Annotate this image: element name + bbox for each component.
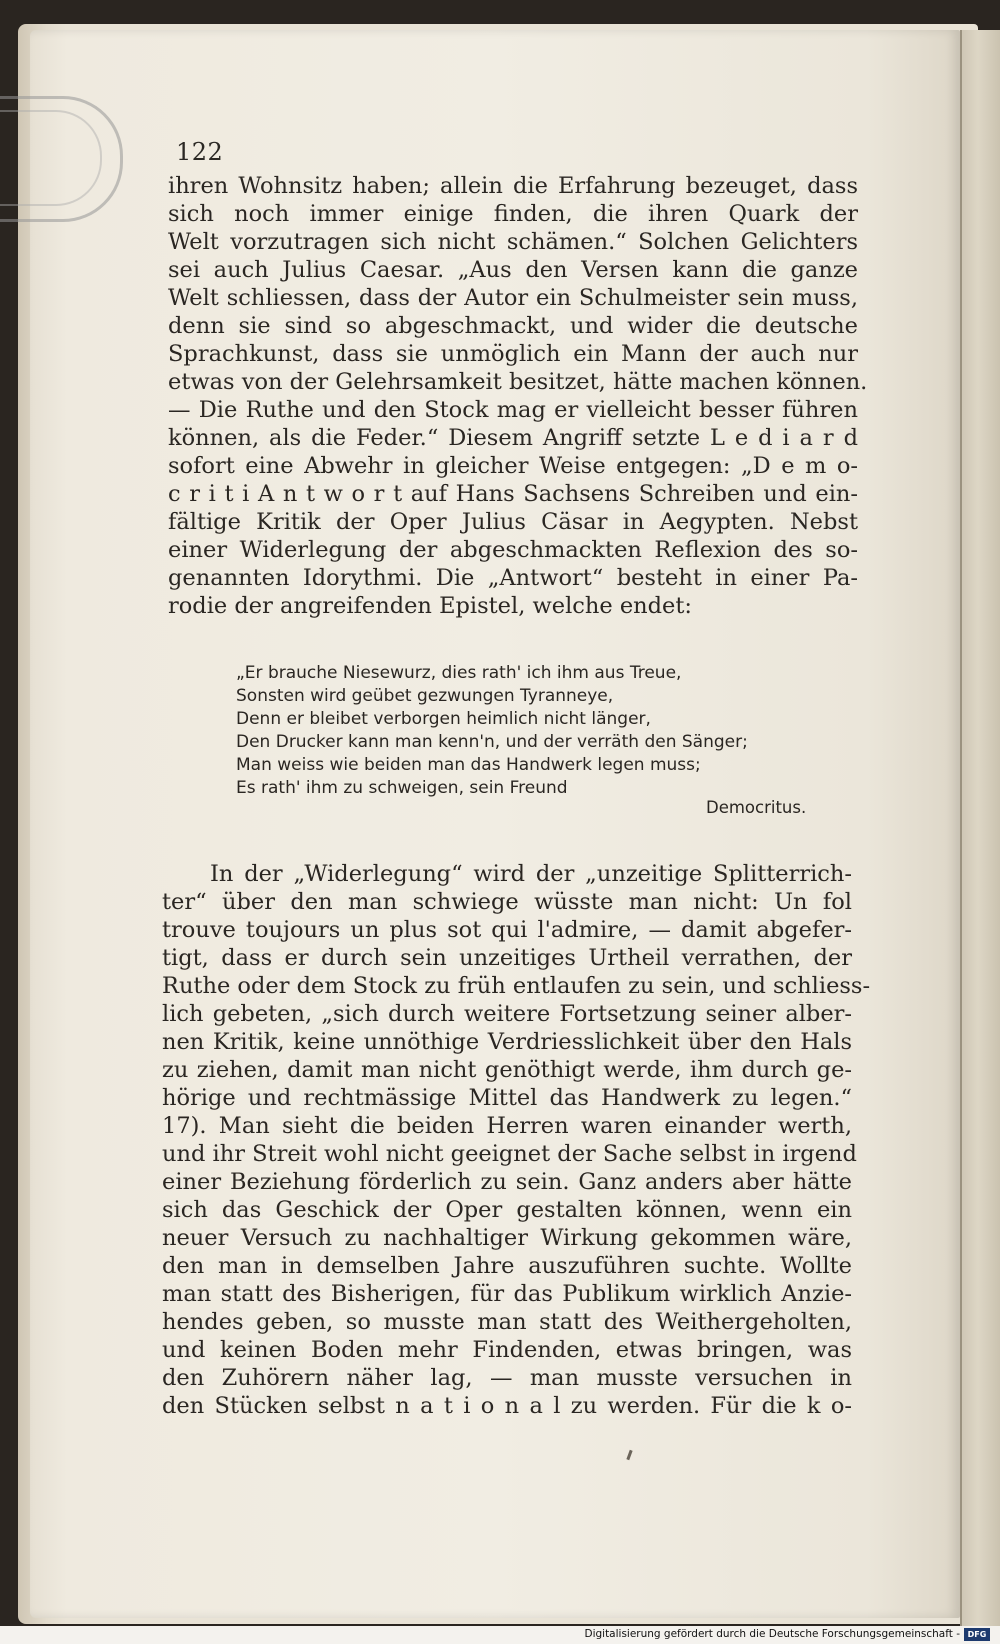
text-line: und ihr Streit wohl nicht geeignet der Sache selbst in irgend: [162, 1141, 857, 1167]
page-number: 122: [176, 138, 224, 166]
text-line: ter“ über den man schwiege wüsste man nicht: Un fol: [162, 889, 852, 915]
verse-line: Sonsten wird geübet gezwungen Tyranneye,: [236, 686, 614, 706]
text-line: hörige und rechtmässige Mittel das Handwerk zu legen.“: [162, 1085, 852, 1111]
text-line: Welt schliessen, dass der Autor ein Schulmeister sein muss,: [168, 285, 858, 311]
text-line: trouve toujours un plus sot qui l'admire, — damit abgefer-: [162, 917, 852, 943]
text-line: rodie der angreifenden Epistel, welche endet:: [168, 593, 692, 619]
text-line: hendes geben, so musste man statt des Weithergeholten,: [162, 1309, 852, 1335]
text-line: denn sie sind so abgeschmackt, und wider die deutsche: [168, 313, 858, 339]
footer-bar: [0, 1626, 1000, 1644]
text-line: nen Kritik, keine unnöthige Verdriesslichkeit über den Hals: [162, 1029, 852, 1055]
text-line: lich gebeten, „sich durch weitere Fortsetzung seiner alber-: [162, 1001, 852, 1027]
text-line: tigt, dass er durch sein unzeitiges Urtheil verrathen, der: [162, 945, 852, 971]
text-line: ihren Wohnsitz haben; allein die Erfahrung bezeuget, dass: [168, 173, 858, 199]
text-line: und keinen Boden mehr Findenden, etwas bringen, was: [162, 1337, 852, 1363]
verse-line: Denn er bleibet verborgen heimlich nicht länger,: [236, 709, 651, 729]
dfg-logo: DFG: [964, 1628, 990, 1641]
text-line: den Zuhörern näher lag, — man musste versuchen in: [162, 1365, 852, 1391]
text-line: In der „Widerlegung“ wird der „unzeitige Splitterrich-: [210, 861, 852, 887]
text-line: neuer Versuch zu nachhaltiger Wirkung gekommen wäre,: [162, 1225, 852, 1251]
text-line: Sprachkunst, dass sie unmöglich ein Mann der auch nur: [168, 341, 858, 367]
text-line: einer Beziehung förderlich zu sein. Ganz anders aber hätte: [162, 1169, 852, 1195]
text-line: genannten Idorythmi. Die „Antwort“ besteht in einer Pa-: [168, 565, 858, 591]
verse-line: „Er brauche Niesewurz, dies rath' ich ihm aus Treue,: [236, 663, 682, 683]
text-line: den Stücken selbst n a t i o n a l zu werden. Für die k o-: [162, 1393, 852, 1419]
verse-line: Man weiss wie beiden man das Handwerk legen muss;: [236, 755, 701, 775]
verse-signature: Democritus.: [706, 798, 807, 817]
facing-page-edge: [960, 30, 1000, 1626]
text-line: 17). Man sieht die beiden Herren waren einander werth,: [162, 1113, 852, 1139]
text-line: sich das Geschick der Oper gestalten können, wenn ein: [162, 1197, 852, 1223]
text-line: — Die Ruthe und den Stock mag er vielleicht besser führen: [168, 397, 858, 423]
footer-credit: Digitalisierung gefördert durch die Deutsche Forschungsgemeinschaft -: [584, 1628, 960, 1640]
clip-shadow-inner-icon: [0, 110, 102, 206]
text-line: können, als die Feder.“ Diesem Angriff setzte L e d i a r d: [168, 425, 858, 451]
text-line: man statt des Bisherigen, für das Publikum wirklich Anzie-: [162, 1281, 852, 1307]
text-line: sofort eine Abwehr in gleicher Weise entgegen: „D e m o-: [168, 453, 858, 479]
text-line: einer Widerlegung der abgeschmackten Reflexion des so-: [168, 537, 858, 563]
text-line: c r i t i A n t w o r t auf Hans Sachsens Schreiben und ein-: [168, 481, 858, 507]
text-line: zu ziehen, damit man nicht genöthigt werde, ihm durch ge-: [162, 1057, 852, 1083]
text-line: Ruthe oder dem Stock zu früh entlaufen zu sein, und schliess-: [162, 973, 871, 999]
text-line: den man in demselben Jahre auszuführen suchte. Wollte: [162, 1253, 852, 1279]
verse-line: Den Drucker kann man kenn'n, und der verräth den Sänger;: [236, 732, 748, 752]
verse-line: Es rath' ihm zu schweigen, sein Freund: [236, 778, 568, 798]
text-line: Welt vorzutragen sich nicht schämen.“ Solchen Gelichters: [168, 229, 858, 255]
text-line: sei auch Julius Caesar. „Aus den Versen kann die ganze: [168, 257, 858, 283]
text-line: etwas von der Gelehrsamkeit besitzet, hätte machen können.: [168, 369, 868, 395]
text-line: fältige Kritik der Oper Julius Cäsar in Aegypten. Nebst: [168, 509, 858, 535]
text-line: sich noch immer einige finden, die ihren Quark der: [168, 201, 858, 227]
